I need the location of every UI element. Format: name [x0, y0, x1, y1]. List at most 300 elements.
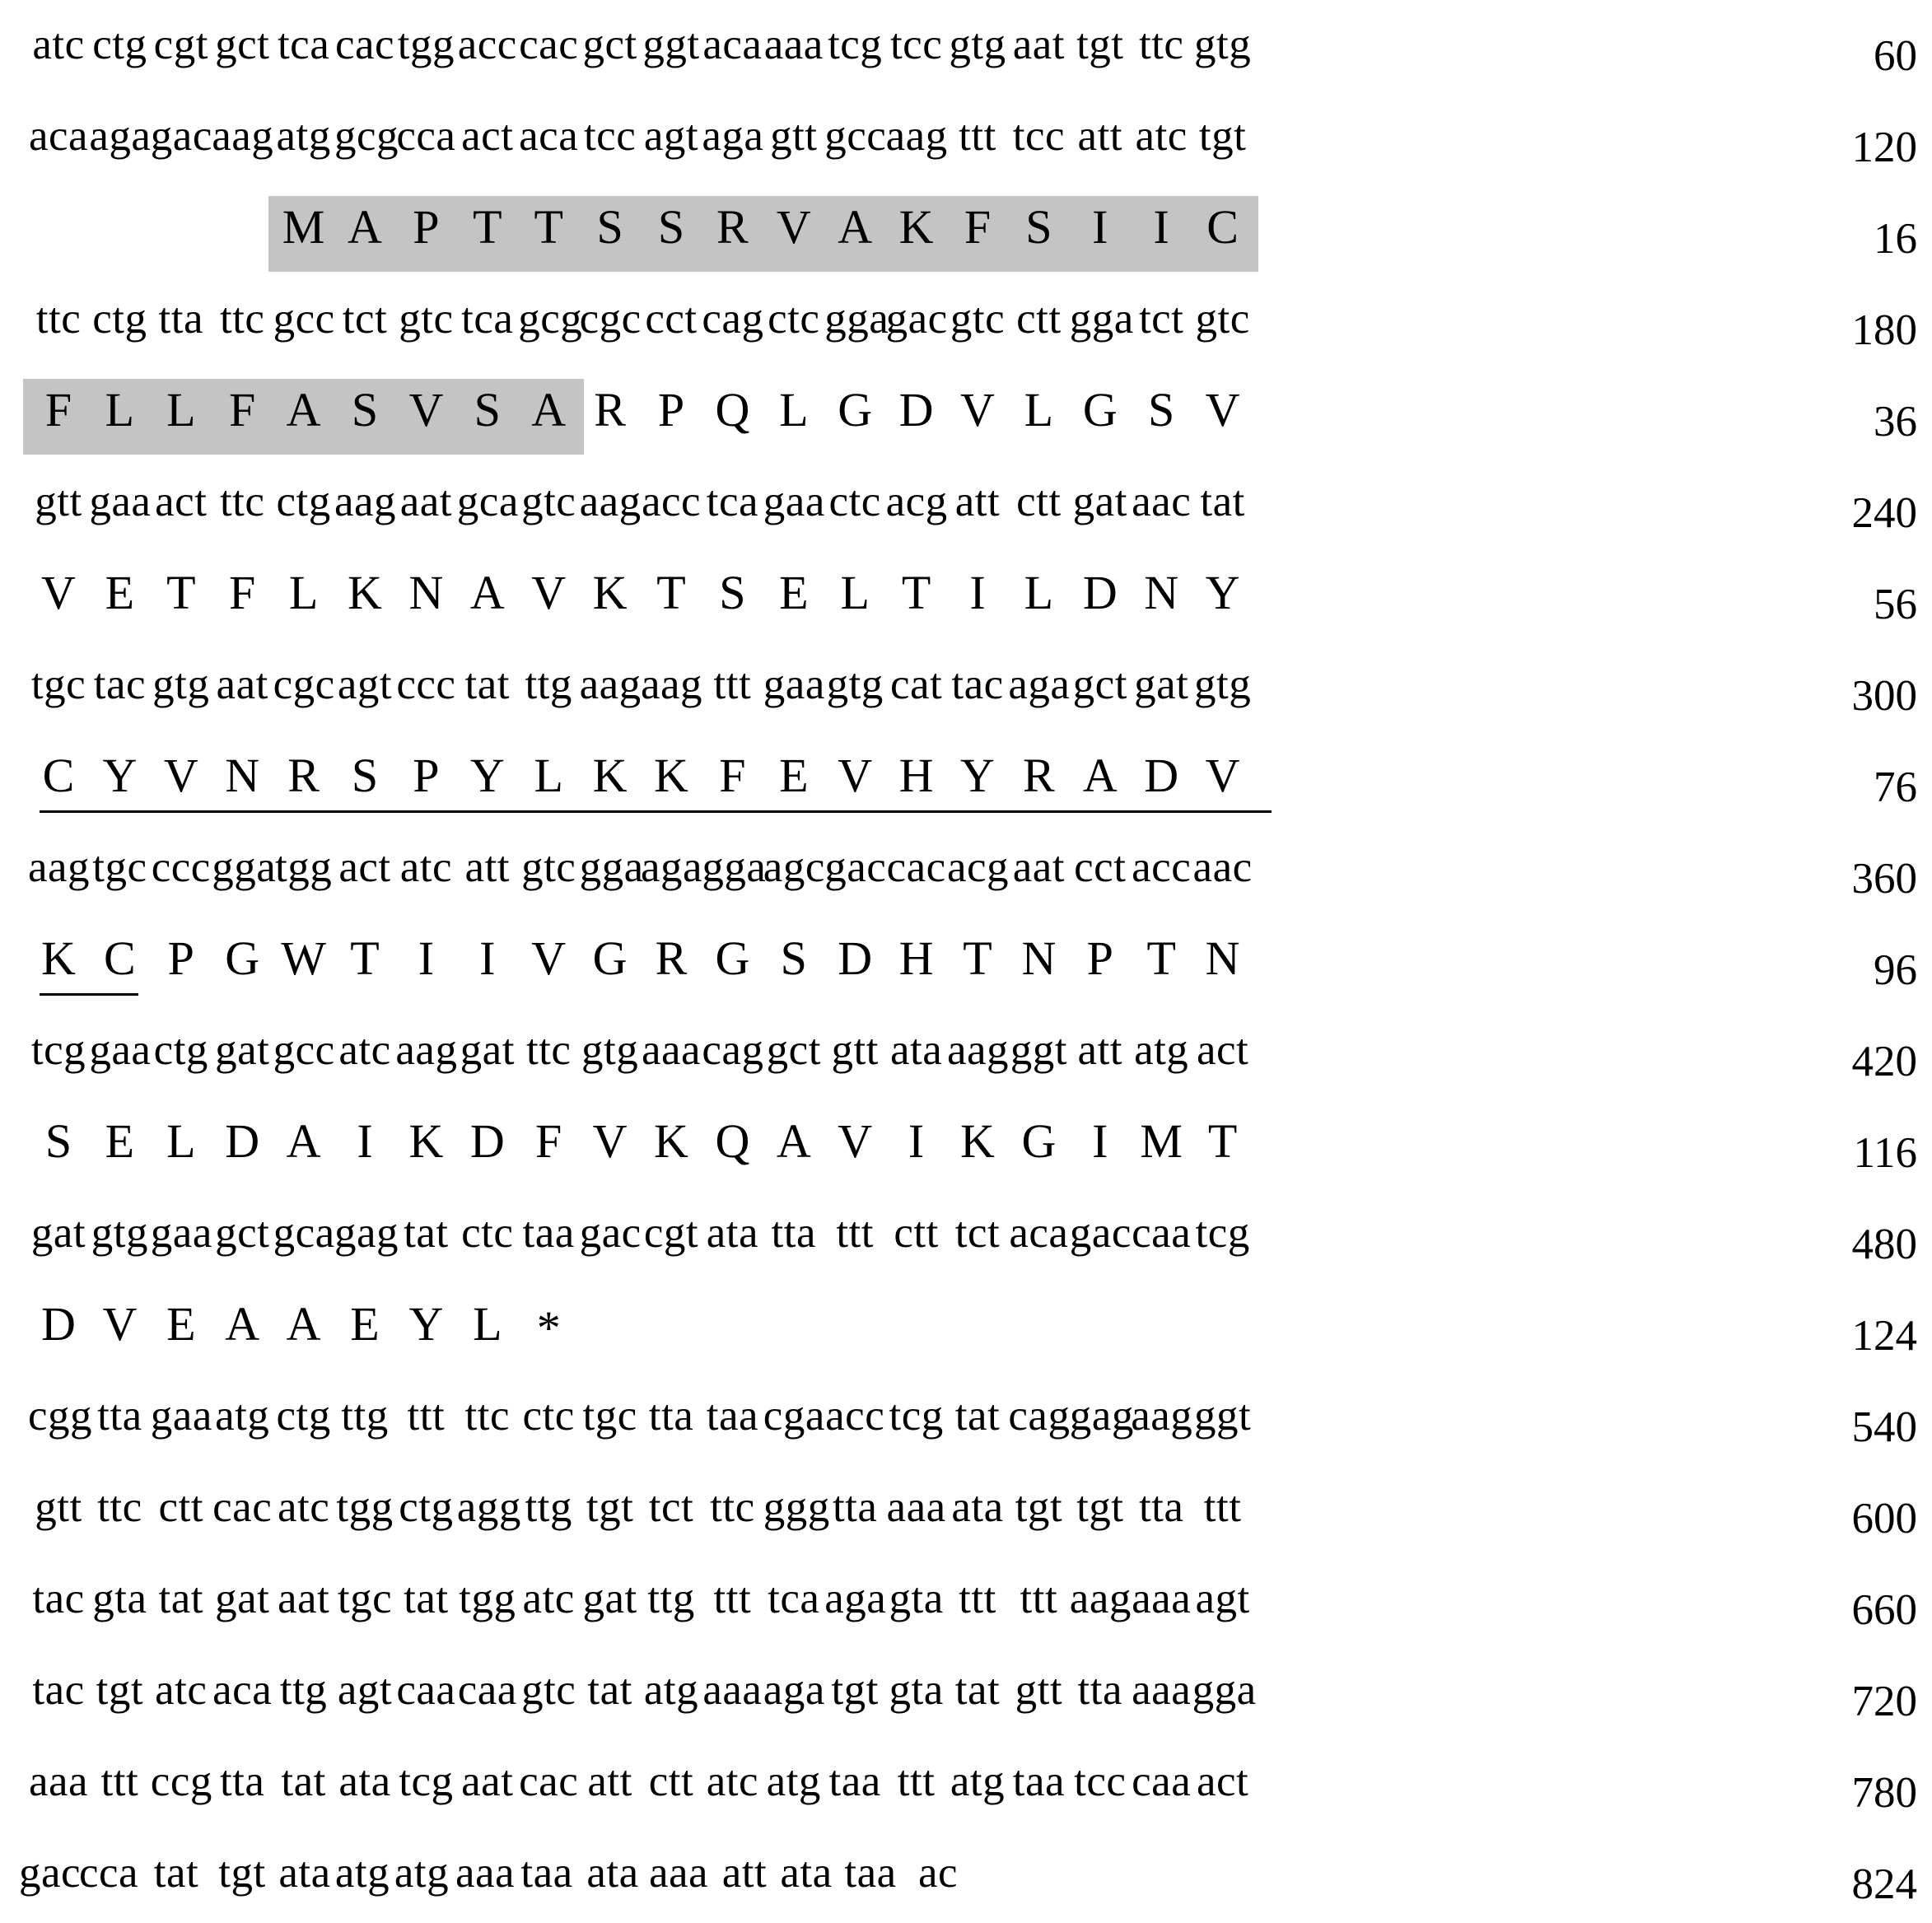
codon: agt [643, 112, 699, 160]
codon: aat [277, 1575, 330, 1622]
codon: agt [337, 660, 393, 708]
amino-acid: L [840, 566, 870, 619]
codon: gta [92, 1575, 147, 1622]
codon: tat [954, 1392, 1001, 1440]
amino-acid: A [838, 200, 873, 254]
codon: taa [706, 1392, 759, 1440]
codon: ttt [959, 1575, 996, 1622]
amino-acid: R [655, 931, 688, 985]
codon: ggt [1193, 1392, 1252, 1440]
codon: acg [885, 478, 948, 525]
codon: ctc [522, 1392, 575, 1440]
amino-acid: L [1024, 383, 1054, 436]
amino-acid: T [901, 566, 931, 619]
amino-acid: S [44, 1114, 72, 1168]
amino-acid-row [0, 377, 1932, 446]
codon: tct [648, 1483, 694, 1531]
codon: ctt [1016, 478, 1062, 525]
codon: tat [158, 1575, 204, 1622]
codon: gtt [770, 112, 818, 160]
codon: gct [215, 1209, 270, 1257]
amino-acid: C [104, 931, 136, 985]
codon: atc [277, 1483, 330, 1531]
codon: gcc [273, 295, 335, 343]
codon: gct [1072, 660, 1127, 708]
codon: gac [19, 1849, 82, 1897]
amino-acid: L [288, 566, 319, 619]
nucleotide-row [0, 1474, 1932, 1543]
amino-acid: N [225, 749, 260, 802]
nucleotide-position: 60 [1874, 32, 1917, 80]
codon: att [1077, 1026, 1123, 1074]
codon: gtg [152, 660, 210, 708]
amino-acid: S [719, 566, 746, 619]
codon: atg [1134, 1026, 1189, 1074]
codon: atg [215, 1392, 270, 1440]
codon: ata [338, 1757, 391, 1805]
codon: ggg [763, 1483, 830, 1531]
codon: gtc [399, 295, 454, 343]
amino-acid: A [286, 1297, 321, 1351]
codon: ctt [1016, 295, 1062, 343]
codon: tcg [30, 1026, 86, 1074]
amino-acid: K [654, 1114, 688, 1168]
codon: att [587, 1757, 632, 1805]
amino-acid: G [1082, 383, 1118, 436]
codon: caa [396, 1666, 456, 1714]
codon: ctg [399, 1483, 454, 1531]
codon: ttt [959, 112, 996, 160]
codon: ttg [525, 1483, 572, 1531]
amino-acid: G [225, 931, 260, 985]
nucleotide-row [0, 651, 1932, 720]
codon: ttt [1203, 1483, 1242, 1531]
amino-acid: C [1206, 200, 1239, 254]
amino-acid: A [776, 1114, 811, 1168]
residue-position: 36 [1874, 398, 1917, 446]
nucleotide-row [0, 1748, 1932, 1817]
codon: act [155, 478, 208, 525]
codon: gag [1069, 1392, 1134, 1440]
codon: ata [780, 1849, 833, 1897]
codon: cgc [579, 295, 642, 343]
codon: gtt [35, 478, 82, 525]
amino-acid: F [964, 200, 992, 254]
codon: taa [520, 1849, 573, 1897]
codon: cca [396, 112, 456, 160]
nucleotide-position: 600 [1851, 1495, 1917, 1543]
nucleotide-position: 240 [1851, 489, 1917, 537]
nucleotide-row [0, 286, 1932, 352]
codon: ttc [219, 295, 265, 343]
codon: tta [97, 1392, 142, 1440]
nucleotide-row [0, 469, 1932, 537]
codon: atg [643, 1666, 699, 1714]
codon: gac [1069, 1209, 1132, 1257]
codon: ttt [1020, 1575, 1058, 1622]
codon: aaa [455, 1849, 516, 1897]
codon: cag [702, 295, 764, 343]
codon: gtc [950, 295, 1006, 343]
codon: atg [950, 1757, 1006, 1805]
codon: agt [337, 1666, 393, 1714]
codon: tgt [218, 1849, 266, 1897]
codon: gat [215, 1575, 270, 1622]
codon: atg [394, 1849, 450, 1897]
amino-acid: P [413, 200, 440, 254]
codon: gac [579, 1209, 642, 1257]
nucleotide-row [0, 12, 1932, 80]
amino-acid-row [0, 1109, 1932, 1177]
codon: ccc [151, 843, 211, 891]
codon: tat [404, 1575, 449, 1622]
codon: gac [150, 112, 212, 160]
amino-acid: G [1021, 1114, 1057, 1168]
amino-acid: A [348, 200, 382, 254]
codon: ttc [35, 295, 82, 343]
amino-acid: K [960, 1114, 995, 1168]
amino-acid: F [719, 749, 746, 802]
codon: gca [456, 478, 519, 525]
amino-acid: V [41, 566, 76, 619]
amino-acid: G [592, 931, 628, 985]
amino-acid: V [592, 1114, 628, 1168]
amino-acid: D [1144, 749, 1179, 802]
codon: ata [586, 1849, 639, 1897]
codon: tac [93, 660, 147, 708]
amino-acid: V [531, 931, 567, 985]
codon: aat [1012, 843, 1066, 891]
codon: gaa [150, 1392, 212, 1440]
codon: tgt [1015, 1483, 1063, 1531]
nucleotide-position: 824 [1851, 1860, 1917, 1908]
codon: tac [951, 660, 1004, 708]
amino-acid: A [225, 1297, 260, 1351]
amino-acid: V [1205, 749, 1240, 802]
codon: aag [212, 112, 274, 160]
codon: gtg [1193, 660, 1252, 708]
codon: tta [648, 1392, 694, 1440]
codon: gat [30, 1209, 86, 1257]
codon: ttg [647, 1575, 695, 1622]
codon: cag [702, 1026, 764, 1074]
nucleotide-position: 480 [1851, 1221, 1917, 1268]
codon: ccc [396, 660, 456, 708]
amino-acid: L [105, 383, 135, 436]
codon: tcc [1074, 1757, 1127, 1805]
codon: gtt [35, 1483, 82, 1531]
codon: taa [844, 1849, 897, 1897]
codon: tta [219, 1757, 265, 1805]
amino-acid: S [351, 383, 379, 436]
codon: tat [587, 1666, 632, 1714]
codon: gtg [91, 1209, 148, 1257]
codon: aag [395, 1026, 458, 1074]
amino-acid-row [0, 1291, 1932, 1360]
amino-acid-row [0, 194, 1932, 263]
codon: gtg [1193, 21, 1252, 68]
codon: cac [212, 1483, 273, 1531]
codon: aac [1192, 843, 1253, 891]
codon: aga [702, 112, 764, 160]
amino-acid: V [408, 383, 444, 436]
codon: gtt [831, 1026, 879, 1074]
amino-acid: D [1082, 566, 1118, 619]
nucleotide-position: 180 [1851, 306, 1917, 354]
codon: atc [706, 1757, 759, 1805]
codon: aat [1012, 21, 1066, 68]
codon: atc [32, 21, 85, 68]
codon: tcc [583, 112, 637, 160]
codon: tgg [459, 1575, 516, 1622]
codon: gtg [581, 1026, 639, 1074]
codon: ttt [713, 660, 752, 708]
amino-acid: G [838, 383, 873, 436]
nucleotide-row [0, 1383, 1932, 1449]
codon: aaa [641, 1026, 702, 1074]
codon: act [1196, 1026, 1249, 1074]
amino-acid: V [960, 383, 995, 436]
codon: gcg [334, 112, 399, 160]
nucleotide-position: 660 [1851, 1586, 1917, 1634]
codon: tcc [1012, 112, 1066, 160]
amino-acid: E [350, 1297, 380, 1351]
codon: tgc [92, 843, 147, 891]
amino-acid: T [1146, 931, 1176, 985]
amino-acid: T [166, 566, 196, 619]
codon: cac [886, 843, 946, 891]
codon: cat [889, 660, 943, 708]
codon: gat [582, 1575, 637, 1622]
codon: tct [954, 1209, 1001, 1257]
amino-acid: Y [960, 749, 995, 802]
codon: taa [522, 1209, 575, 1257]
codon: aga [1008, 660, 1071, 708]
codon: aat [399, 478, 453, 525]
codon: atg [276, 112, 331, 160]
codon: aca [1009, 1209, 1069, 1257]
codon: aaa [886, 1483, 946, 1531]
amino-acid: V [531, 566, 567, 619]
codon: tat [464, 660, 511, 708]
codon: tgt [586, 1483, 634, 1531]
amino-acid: V [838, 1114, 873, 1168]
codon: ata [951, 1483, 1004, 1531]
amino-acid: D [838, 931, 873, 985]
amino-acid: R [287, 749, 320, 802]
codon: tac [32, 1666, 85, 1714]
codon: ttg [341, 1392, 389, 1440]
codon: gct [215, 21, 270, 68]
codon: aag [28, 843, 91, 891]
codon: ttt [713, 1575, 752, 1622]
amino-acid: Q [715, 383, 750, 436]
codon: acg [947, 843, 1010, 891]
codon: att [1077, 112, 1123, 160]
codon: gat [1072, 478, 1127, 525]
codon: gtg [949, 21, 1006, 68]
codon: ctc [461, 1209, 514, 1257]
amino-acid: A [531, 383, 567, 436]
codon: aaa [28, 1757, 89, 1805]
amino-acid: L [166, 1114, 196, 1168]
amino-acid: S [351, 749, 379, 802]
amino-acid: F [229, 383, 256, 436]
amino-acid: F [229, 566, 256, 619]
codon: atc [155, 1666, 208, 1714]
codon: cag [1008, 1392, 1071, 1440]
codon: gat [1134, 660, 1189, 708]
codon: ctg [92, 21, 147, 68]
amino-acid: I [1092, 1114, 1108, 1168]
codon: tct [342, 295, 388, 343]
amino-acid-row [0, 743, 1932, 809]
nucleotide-row [0, 103, 1932, 169]
nucleotide-row [0, 1017, 1932, 1083]
codon: caa [1132, 1757, 1192, 1805]
codon: gtc [521, 843, 576, 891]
codon: gcc [824, 112, 887, 160]
amino-acid: E [105, 1114, 135, 1168]
codon: tta [832, 1483, 878, 1531]
amino-acid: R [594, 383, 626, 436]
codon: gcg [518, 295, 583, 343]
codon: tat [954, 1666, 1001, 1714]
amino-acid: K [348, 566, 382, 619]
codon: tat [153, 1849, 199, 1897]
codon: aga [641, 843, 703, 891]
amino-acid: T [350, 931, 380, 985]
amino-acid: N [1205, 931, 1240, 985]
amino-acid: A [1082, 749, 1118, 802]
codon: gga [579, 843, 644, 891]
codon: tta [1077, 1666, 1123, 1714]
codon: gtg [826, 660, 884, 708]
codon: atg [766, 1757, 821, 1805]
amino-acid: W [281, 931, 326, 985]
codon: ctt [158, 1483, 204, 1531]
amino-acid: E [779, 749, 809, 802]
amino-acid: T [963, 931, 992, 985]
amino-acid: D [225, 1114, 260, 1168]
codon: gct [582, 21, 637, 68]
codon: aca [28, 112, 89, 160]
amino-acid: T [534, 200, 563, 254]
amino-acid: R [716, 200, 749, 254]
amino-acid: I [418, 931, 435, 985]
codon: ggt [1010, 1026, 1067, 1074]
codon: tta [1138, 1483, 1184, 1531]
codon: att [464, 843, 511, 891]
codon: gat [215, 1026, 270, 1074]
codon: acc [825, 1392, 885, 1440]
amino-acid: C [42, 749, 75, 802]
amino-acid: E [105, 566, 135, 619]
nucleotide-row [0, 1566, 1932, 1634]
codon: ctt [648, 1757, 694, 1805]
codon: gac [885, 295, 948, 343]
codon: taa [1012, 1757, 1066, 1805]
codon: aaa [648, 1849, 709, 1897]
codon: ata [278, 1849, 331, 1897]
codon: cga [763, 1392, 825, 1440]
amino-acid: T [1207, 1114, 1238, 1168]
codon: cgt [643, 1209, 699, 1257]
amino-acid: L [473, 1297, 502, 1351]
codon: gaa [150, 1209, 212, 1257]
codon: aga [763, 1666, 825, 1714]
codon: gct [766, 1026, 821, 1074]
codon: tcg [399, 1757, 454, 1805]
codon: atc [399, 843, 453, 891]
codon: gga [702, 843, 767, 891]
amino-acid: A [286, 1114, 321, 1168]
codon: gga [212, 843, 277, 891]
amino-acid: S [474, 383, 501, 436]
codon: tgt [96, 1666, 144, 1714]
amino-acid: M [282, 200, 325, 254]
nucleotide-row [0, 1840, 1932, 1906]
codon: tgg [274, 843, 333, 891]
amino-acid: Y [1205, 566, 1240, 619]
codon: tat [404, 1209, 449, 1257]
residue-position: 116 [1853, 1129, 1917, 1177]
codon: ctg [276, 478, 331, 525]
codon: tgt [1198, 112, 1247, 160]
codon: agc [763, 843, 825, 891]
nucleotide-position: 120 [1851, 124, 1917, 171]
codon: aat [216, 660, 268, 708]
codon: cgg [28, 1392, 93, 1440]
codon: tcg [1195, 1209, 1250, 1257]
codon: gtc [521, 1666, 576, 1714]
amino-acid: A [286, 383, 321, 436]
codon: ctc [828, 478, 881, 525]
codon: gtt [1015, 1666, 1063, 1714]
codon: tcc [889, 21, 943, 68]
codon: tca [768, 1575, 820, 1622]
codon: aag [579, 660, 642, 708]
amino-acid: M [1140, 1114, 1183, 1168]
nucleotide-row [0, 1200, 1932, 1266]
codon: ata [706, 1209, 759, 1257]
codon: tca [706, 478, 759, 525]
codon: aga [824, 1575, 887, 1622]
codon: aag [1069, 1575, 1132, 1622]
amino-acid: F [44, 383, 72, 436]
amino-acid: E [166, 1297, 196, 1351]
codon: tgt [1076, 1483, 1124, 1531]
codon: aaa [702, 1666, 763, 1714]
codon: ttc [464, 1392, 511, 1440]
amino-acid: L [779, 383, 809, 436]
residue-position: 16 [1874, 215, 1917, 263]
codon: ac [917, 1849, 959, 1897]
codon: act [461, 112, 514, 160]
codon: gaa [89, 1026, 152, 1074]
amino-acid: D [41, 1297, 76, 1351]
amino-acid: E [779, 566, 809, 619]
amino-acid: I [969, 566, 986, 619]
codon: aaa [1132, 1666, 1192, 1714]
codon: taa [828, 1757, 881, 1805]
codon: cac [519, 21, 579, 68]
codon: atc [1135, 112, 1188, 160]
codon: gca [273, 1209, 335, 1257]
codon: act [1196, 1757, 1249, 1805]
codon: tcg [889, 1392, 944, 1440]
codon: ttc [525, 1026, 572, 1074]
